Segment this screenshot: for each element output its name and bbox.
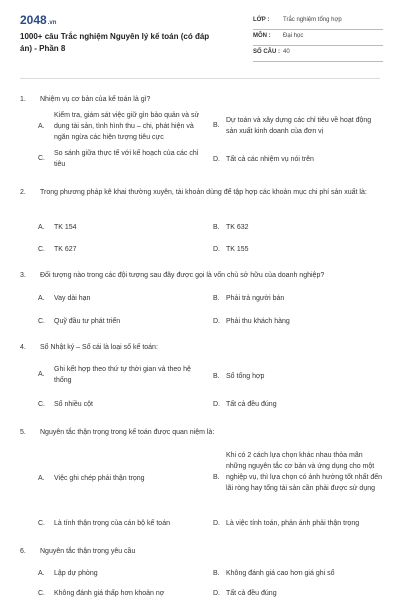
option-letter: A. [38, 123, 45, 130]
option-letter: D. [213, 156, 220, 163]
option-d[interactable] [213, 399, 383, 410]
option-c[interactable] [38, 588, 208, 599]
option-text: Việc ghi chép phải thận trọng [54, 475, 145, 482]
option-letter: A. [38, 224, 45, 231]
header-divider [20, 78, 380, 79]
option-letter: A. [38, 475, 45, 482]
option-text: Tất cả đều đúng [226, 401, 277, 408]
question-text: Trong phương pháp kê khai thường xuyên, tài khoản dùng để tập hợp các khoản mục chi phí sản xuất là: [40, 189, 367, 196]
option-letter: D. [213, 246, 220, 253]
option-letter: A. [38, 570, 45, 577]
option-letter: B. [213, 122, 220, 129]
option-text: Sổ nhiều cột [54, 401, 93, 408]
option-text: Là việc tính toán, phản ánh phải thận trọng [226, 520, 360, 527]
option-c[interactable] [38, 244, 208, 255]
option-letter: B. [213, 373, 220, 380]
option-letter: D. [213, 590, 220, 597]
option-c[interactable] [38, 316, 208, 327]
question-text: Sổ Nhật ký – Sổ cái là loại sổ kế toán: [40, 344, 158, 351]
question-number: 2. [20, 189, 26, 196]
option-text: Sổ tổng hợp [226, 373, 265, 380]
option-text: TK 627 [54, 246, 77, 253]
option-d[interactable] [213, 518, 388, 529]
option-c[interactable] [38, 399, 208, 410]
logo-tld: .vn [47, 20, 57, 26]
option-letter: C. [38, 318, 45, 325]
option-text: So sánh giữa thực tế với kế hoạch của các chỉ tiêu [54, 150, 199, 168]
option-letter: D. [213, 401, 220, 408]
question-text: Đối tượng nào trong các đội tượng sau đây được gọi là vốn chủ sở hữu của doanh nghiệp? [40, 272, 325, 279]
option-b[interactable] [213, 115, 383, 137]
meta-value: 40 [283, 49, 290, 55]
question-number: 5. [20, 429, 26, 436]
option-d[interactable] [213, 588, 383, 599]
option-c[interactable] [38, 148, 210, 170]
option-text: TK 154 [54, 224, 77, 231]
question-number: 1. [20, 96, 26, 103]
option-letter: B. [213, 295, 220, 302]
option-letter: A. [38, 295, 45, 302]
question-text: Nguyên tắc thận trọng trong kế toán được quan niệm là: [40, 429, 215, 436]
option-letter: C. [38, 401, 45, 408]
option-letter: C. [38, 246, 45, 253]
option-text: Vay dài hạn [54, 295, 91, 302]
meta-value: Trắc nghiệm tổng hợp [283, 17, 342, 23]
option-b[interactable] [213, 450, 383, 494]
option-text: TK 155 [226, 246, 249, 253]
option-letter: D. [213, 520, 220, 527]
option-text: Không đánh giá cao hơn giá ghi sổ [226, 570, 335, 577]
option-text: Kiểm tra, giám sát việc giữ gìn bảo quản và sử dụng tài sản, tình hình thu – chi, phát hiện và ngăn ngừa các hiện tượng tiêu cực [54, 112, 200, 141]
option-text: Quỹ đầu tư phát triển [54, 318, 121, 325]
option-b[interactable] [213, 293, 383, 304]
question [20, 94, 380, 105]
question [20, 270, 380, 281]
question [20, 187, 380, 198]
option-text: Ghi kết hợp theo thứ tự thời gian và theo hệ thống [54, 366, 191, 384]
meta-label: MÔN : [253, 33, 271, 39]
question-number: 3. [20, 272, 26, 279]
option-d[interactable] [213, 154, 383, 165]
option-text: Phải trả người bán [226, 295, 285, 302]
option-a[interactable] [38, 364, 208, 386]
option-a[interactable] [38, 568, 208, 579]
option-letter: C. [38, 520, 45, 527]
option-a[interactable] [38, 473, 208, 484]
question [20, 546, 380, 557]
option-text: Là tính thận trọng của cán bộ kế toán [54, 520, 170, 527]
meta-row-socau [253, 46, 383, 62]
option-d[interactable] [213, 244, 383, 255]
question-text: Nguyên tắc thận trọng yêu cầu [40, 548, 136, 555]
option-b[interactable] [213, 371, 383, 382]
question-number: 4. [20, 344, 26, 351]
option-d[interactable] [213, 316, 383, 327]
option-text: Khi có 2 cách lựa chọn khác nhau thỏa mãn những nguyên tắc cơ bản và ứng dụng cho một nghiệp vụ, thì lựa chọn có ảnh hưởng tốt nhất đến lãi ròng hay tổng tài sản cần phải được sử dụng [226, 452, 383, 492]
option-text: Lập dự phòng [54, 570, 98, 577]
page-header [0, 0, 400, 74]
question [20, 427, 380, 438]
option-text: Tất cả các nhiệm vụ nói trên [226, 156, 314, 163]
option-text: Dự toán và xây dựng các chỉ tiêu về hoạt động sản xuất kinh doanh của đơn vị [226, 117, 372, 135]
site-logo[interactable] [20, 13, 56, 27]
option-letter: A. [38, 371, 45, 378]
document-title: 1000+ câu Trắc nghiệm Nguyên lý kế toán (có đáp án) - Phần 8 [20, 32, 210, 53]
option-c[interactable] [38, 518, 208, 529]
question [20, 342, 380, 353]
meta-row-lop [253, 14, 383, 30]
option-text: TK 632 [226, 224, 249, 231]
option-b[interactable] [213, 222, 383, 233]
option-letter: B. [213, 570, 220, 577]
meta-table [253, 14, 383, 62]
option-letter: D. [213, 318, 220, 325]
option-letter: C. [38, 590, 45, 597]
meta-row-mon [253, 30, 383, 46]
option-letter: B. [213, 224, 220, 231]
option-letter: B. [213, 474, 220, 481]
option-text: Phải thu khách hàng [226, 318, 290, 325]
option-text: Không đánh giá thấp hơn khoản nợ [54, 590, 165, 597]
meta-label: LỚP : [253, 17, 270, 23]
meta-label: SỐ CÂU : [253, 49, 280, 55]
option-text: Tất cả đều đúng [226, 590, 277, 597]
question-number: 6. [20, 548, 26, 555]
meta-value: Đại học [283, 33, 304, 39]
question-text: Nhiệm vụ cơ bản của kế toán là gì? [40, 96, 151, 103]
option-letter: C. [38, 155, 45, 162]
option-a[interactable] [38, 222, 208, 233]
logo-name: 2048 [20, 13, 47, 27]
option-b[interactable] [213, 568, 383, 579]
option-a[interactable] [38, 293, 208, 304]
option-a[interactable] [38, 110, 210, 143]
